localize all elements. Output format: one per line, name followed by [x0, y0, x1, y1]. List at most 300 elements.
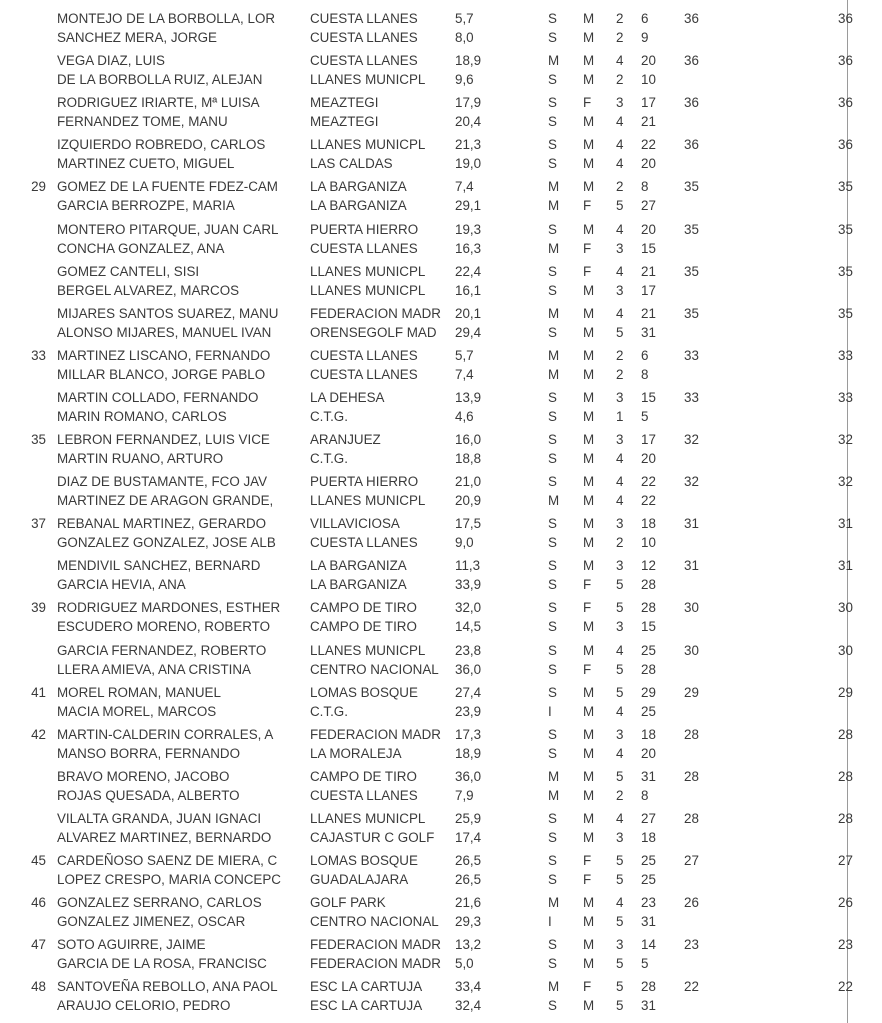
player-club: CUESTA LLANES — [310, 53, 418, 69]
player-playing-handicap: 20 — [641, 745, 656, 761]
player-sex: F — [583, 600, 592, 616]
team-score: 27 — [684, 853, 699, 868]
player-handicap: 5,7 — [455, 347, 474, 363]
player-sex: M — [583, 684, 595, 700]
player-sex: M — [583, 914, 595, 930]
team-total: 35 — [838, 179, 853, 195]
player-name: GARCIA BERROZPE, MARIA — [57, 198, 235, 214]
player-line — [0, 977, 882, 996]
player-type: S — [548, 156, 557, 172]
team-row — [0, 935, 882, 977]
player-name: MOREL ROMAN, MANUEL — [57, 684, 221, 700]
team-total: 31 — [838, 558, 853, 574]
team-row — [0, 220, 882, 262]
player-handicap: 29,4 — [455, 324, 482, 340]
player-name: CARDEÑOSO SAENZ DE MIERA, C — [57, 853, 278, 868]
team-score: 31 — [684, 516, 699, 532]
player-playing-handicap: 6 — [641, 347, 649, 363]
player-type: M — [548, 979, 560, 995]
player-name: CONCHA GONZALEZ, ANA — [57, 240, 225, 256]
team-row — [0, 346, 882, 388]
player-handicap: 18,9 — [455, 745, 482, 761]
player-handicap: 14,5 — [455, 619, 482, 635]
player-playing-handicap: 28 — [641, 661, 656, 677]
player-sex: M — [583, 156, 595, 172]
player-playing-handicap: 10 — [641, 535, 656, 551]
player-category: 2 — [616, 72, 624, 88]
player-handicap: 7,4 — [455, 179, 474, 195]
player-type: S — [548, 726, 557, 742]
player-type: M — [548, 493, 560, 509]
player-line — [0, 641, 882, 660]
player-playing-handicap: 18 — [641, 726, 656, 742]
team-position: 39 — [31, 600, 46, 616]
player-club: CUESTA LLANES — [310, 30, 418, 45]
player-type: S — [548, 810, 557, 826]
team-total: 28 — [838, 726, 853, 742]
player-category: 1 — [616, 408, 624, 424]
player-line — [0, 491, 882, 510]
player-club: CAJASTUR C GOLF — [310, 829, 435, 845]
player-sex: M — [583, 324, 595, 340]
player-handicap: 5,7 — [455, 11, 474, 26]
team-position: 35 — [31, 432, 46, 447]
player-club: ESC LA CARTUJA — [310, 998, 423, 1014]
player-line — [0, 346, 882, 365]
player-type: S — [548, 937, 557, 953]
player-handicap: 29,1 — [455, 198, 482, 214]
team-position: 45 — [31, 853, 46, 868]
player-line — [0, 598, 882, 617]
player-category: 3 — [616, 829, 624, 845]
player-sex: M — [583, 451, 595, 466]
team-total: 35 — [838, 221, 853, 237]
player-type: M — [548, 768, 560, 784]
player-name: GOMEZ DE LA FUENTE FDEZ-CAM — [57, 179, 278, 195]
player-handicap: 25,9 — [455, 810, 482, 826]
player-handicap: 26,5 — [455, 872, 482, 887]
player-handicap: 20,9 — [455, 493, 482, 509]
player-name: GOMEZ CANTELI, SISI — [57, 263, 200, 279]
player-category: 4 — [616, 114, 624, 130]
player-line — [0, 660, 882, 679]
player-type: S — [548, 516, 557, 532]
player-name: IZQUIERDO ROBREDO, CARLOS — [57, 137, 266, 153]
player-type: S — [548, 745, 557, 761]
player-playing-handicap: 6 — [641, 11, 649, 26]
player-handicap: 7,4 — [455, 366, 474, 382]
player-playing-handicap: 8 — [641, 787, 649, 803]
player-name: DIAZ DE BUSTAMANTE, FCO JAV — [57, 474, 268, 490]
player-playing-handicap: 31 — [641, 324, 656, 340]
player-type: S — [548, 451, 557, 466]
player-sex: F — [583, 263, 592, 279]
player-playing-handicap: 31 — [641, 768, 656, 784]
player-playing-handicap: 10 — [641, 72, 656, 88]
player-sex: F — [583, 853, 592, 868]
player-name: GONZALEZ GONZALEZ, JOSE ALB — [57, 535, 276, 551]
player-handicap: 7,9 — [455, 787, 474, 803]
player-playing-handicap: 27 — [641, 810, 656, 826]
player-playing-handicap: 17 — [641, 432, 656, 447]
player-line — [0, 935, 882, 954]
player-name: GONZALEZ JIMENEZ, OSCAR — [57, 914, 246, 930]
player-sex: M — [583, 535, 595, 551]
player-line — [0, 177, 882, 196]
player-name: FERNANDEZ TOME, MANU — [57, 114, 228, 130]
player-playing-handicap: 23 — [641, 895, 656, 911]
player-line — [0, 556, 882, 575]
team-row — [0, 430, 882, 472]
player-handicap: 16,1 — [455, 282, 482, 298]
player-playing-handicap: 18 — [641, 516, 656, 532]
team-position: 41 — [31, 684, 46, 700]
player-line — [0, 220, 882, 239]
player-sex: M — [583, 221, 595, 237]
player-name: MARTIN-CALDERIN CORRALES, A — [57, 726, 274, 742]
player-category: 3 — [616, 937, 624, 953]
player-category: 3 — [616, 95, 624, 111]
player-sex: M — [583, 408, 595, 424]
player-handicap: 32,0 — [455, 600, 482, 616]
team-total: 26 — [838, 895, 853, 911]
team-row — [0, 472, 882, 514]
player-club: CAMPO DE TIRO — [310, 768, 417, 784]
player-handicap: 18,8 — [455, 451, 482, 466]
player-handicap: 17,5 — [455, 516, 482, 532]
team-total: 35 — [838, 305, 853, 321]
player-club: PUERTA HIERRO — [310, 474, 419, 490]
player-line — [0, 430, 882, 449]
player-category: 4 — [616, 474, 624, 490]
player-sex: M — [583, 895, 595, 911]
player-category: 4 — [616, 305, 624, 321]
player-handicap: 5,0 — [455, 956, 474, 972]
player-playing-handicap: 20 — [641, 156, 656, 172]
player-type: I — [548, 914, 552, 930]
player-line — [0, 954, 882, 973]
player-type: S — [548, 535, 557, 551]
player-line — [0, 744, 882, 763]
player-line — [0, 809, 882, 828]
player-name: MARTINEZ LISCANO, FERNANDO — [57, 347, 271, 363]
player-name: MONTEJO DE LA BORBOLLA, LOR — [57, 11, 276, 26]
player-handicap: 19,0 — [455, 156, 482, 172]
player-line — [0, 617, 882, 636]
player-club: ESC LA CARTUJA — [310, 979, 423, 995]
team-score: 35 — [684, 179, 699, 195]
player-sex: M — [583, 703, 595, 719]
player-line — [0, 281, 882, 300]
player-line — [0, 912, 882, 931]
player-club: MEAZTEGI — [310, 114, 379, 130]
player-handicap: 18,9 — [455, 53, 482, 69]
player-category: 3 — [616, 282, 624, 298]
player-type: S — [548, 600, 557, 616]
team-score: 33 — [684, 389, 699, 405]
player-handicap: 36,0 — [455, 661, 482, 677]
team-row — [0, 683, 882, 725]
team-total: 33 — [838, 347, 853, 363]
team-score: 26 — [684, 895, 699, 911]
player-name: GARCIA HEVIA, ANA — [57, 577, 186, 593]
player-category: 3 — [616, 558, 624, 574]
player-line — [0, 407, 882, 426]
player-club: FEDERACION MADR — [310, 937, 441, 953]
player-line — [0, 304, 882, 323]
player-sex: M — [583, 810, 595, 826]
team-row — [0, 556, 882, 598]
player-sex: F — [583, 198, 592, 214]
player-name: ALVAREZ MARTINEZ, BERNARDO — [57, 829, 272, 845]
player-club: CUESTA LLANES — [310, 787, 418, 803]
player-name: DE LA BORBOLLA RUIZ, ALEJAN — [57, 72, 263, 88]
player-club: LA BARGANIZA — [310, 577, 407, 593]
team-score: 36 — [684, 53, 699, 69]
team-score: 32 — [684, 474, 699, 490]
team-total: 22 — [838, 979, 853, 995]
player-playing-handicap: 20 — [641, 451, 656, 466]
player-handicap: 19,3 — [455, 221, 482, 237]
player-name: SANTOVEÑA REBOLLO, ANA PAOL — [57, 979, 278, 995]
player-club: LA MORALEJA — [310, 745, 402, 761]
player-handicap: 20,4 — [455, 114, 482, 130]
player-sex: M — [583, 726, 595, 742]
player-club: LAS CALDAS — [310, 156, 393, 172]
player-line — [0, 725, 882, 744]
player-handicap: 27,4 — [455, 684, 482, 700]
player-line — [0, 51, 882, 70]
player-type: M — [548, 305, 560, 321]
player-sex: M — [583, 53, 595, 69]
player-name: MANSO BORRA, FERNANDO — [57, 745, 241, 761]
player-sex: M — [583, 516, 595, 532]
player-category: 2 — [616, 535, 624, 551]
player-club: CAMPO DE TIRO — [310, 619, 417, 635]
team-total: 31 — [838, 516, 853, 532]
team-total: 30 — [838, 642, 853, 658]
player-playing-handicap: 5 — [641, 956, 649, 972]
player-category: 5 — [616, 853, 624, 868]
player-line — [0, 239, 882, 258]
player-line — [0, 28, 882, 47]
player-handicap: 16,0 — [455, 432, 482, 447]
player-name: MARTINEZ CUETO, MIGUEL — [57, 156, 235, 172]
team-score: 32 — [684, 432, 699, 447]
player-line — [0, 9, 882, 28]
player-sex: M — [583, 137, 595, 153]
player-sex: M — [583, 366, 595, 382]
player-type: S — [548, 619, 557, 635]
player-type: S — [548, 642, 557, 658]
player-name: MARTIN COLLADO, FERNANDO — [57, 389, 259, 405]
player-type: S — [548, 408, 557, 424]
player-club: CUESTA LLANES — [310, 366, 418, 382]
team-total: 23 — [838, 937, 853, 953]
player-type: S — [548, 872, 557, 887]
player-playing-handicap: 28 — [641, 600, 656, 616]
player-line — [0, 893, 882, 912]
player-handicap: 23,9 — [455, 703, 482, 719]
player-line — [0, 533, 882, 552]
player-playing-handicap: 25 — [641, 872, 656, 887]
team-row — [0, 51, 882, 93]
player-sex: M — [583, 787, 595, 803]
player-handicap: 13,2 — [455, 937, 482, 953]
team-score: 33 — [684, 347, 699, 363]
player-name: SOTO AGUIRRE, JAIME — [57, 937, 206, 953]
player-category: 3 — [616, 432, 624, 447]
team-row — [0, 93, 882, 135]
player-handicap: 11,3 — [455, 558, 481, 574]
player-playing-handicap: 25 — [641, 853, 656, 868]
player-playing-handicap: 22 — [641, 474, 656, 490]
player-category: 3 — [616, 389, 624, 405]
player-type: S — [548, 114, 557, 130]
player-type: S — [548, 282, 557, 298]
player-name: MONTERO PITARQUE, JUAN CARL — [57, 221, 279, 237]
player-type: M — [548, 198, 560, 214]
player-category: 5 — [616, 998, 624, 1014]
player-line — [0, 365, 882, 384]
player-category: 2 — [616, 787, 624, 803]
player-club: VILLAVICIOSA — [310, 516, 400, 532]
player-line — [0, 870, 882, 889]
player-handicap: 36,0 — [455, 768, 482, 784]
player-sex: F — [583, 577, 592, 593]
team-score: 28 — [684, 726, 699, 742]
player-line — [0, 575, 882, 594]
player-line — [0, 262, 882, 281]
team-score: 31 — [684, 558, 699, 574]
team-total: 32 — [838, 432, 853, 447]
team-position: 29 — [31, 179, 46, 195]
player-club: PUERTA HIERRO — [310, 221, 419, 237]
player-name: VEGA DIAZ, LUIS — [57, 53, 165, 69]
player-sex: M — [583, 998, 595, 1014]
player-category: 4 — [616, 810, 624, 826]
player-handicap: 23,8 — [455, 642, 482, 658]
player-type: S — [548, 389, 557, 405]
player-type: S — [548, 474, 557, 490]
player-sex: M — [583, 619, 595, 635]
player-handicap: 29,3 — [455, 914, 482, 930]
player-club: LLANES MUNICPL — [310, 72, 426, 88]
player-name: ALONSO MIJARES, MANUEL IVAN — [57, 324, 272, 340]
player-line — [0, 828, 882, 847]
player-name: SANCHEZ MERA, JORGE — [57, 30, 217, 45]
player-club: FEDERACION MADR — [310, 726, 441, 742]
player-sex: F — [583, 95, 592, 111]
team-total: 36 — [838, 11, 853, 26]
player-name: MACIA MOREL, MARCOS — [57, 703, 217, 719]
player-club: C.T.G. — [310, 703, 348, 719]
player-sex: M — [583, 432, 595, 447]
team-score: 22 — [684, 979, 699, 995]
player-club: LLANES MUNICPL — [310, 263, 426, 279]
player-sex: M — [583, 768, 595, 784]
player-name: LLERA AMIEVA, ANA CRISTINA — [57, 661, 251, 677]
team-score: 28 — [684, 768, 699, 784]
player-club: CENTRO NACIONAL — [310, 661, 439, 677]
team-total: 35 — [838, 263, 853, 279]
player-category: 4 — [616, 156, 624, 172]
player-type: S — [548, 661, 557, 677]
player-name: BRAVO MORENO, JACOBO — [57, 768, 230, 784]
player-playing-handicap: 15 — [641, 240, 656, 256]
team-row — [0, 598, 882, 640]
player-sex: M — [583, 493, 595, 509]
player-handicap: 9,0 — [455, 535, 474, 551]
player-playing-handicap: 27 — [641, 198, 656, 214]
player-category: 2 — [616, 347, 624, 363]
player-category: 5 — [616, 914, 624, 930]
team-row — [0, 9, 882, 51]
player-type: M — [548, 53, 560, 69]
team-total: 28 — [838, 810, 853, 826]
team-score: 23 — [684, 937, 699, 953]
player-handicap: 17,9 — [455, 95, 482, 111]
player-playing-handicap: 9 — [641, 30, 649, 45]
player-club: CENTRO NACIONAL — [310, 914, 439, 930]
team-position: 46 — [31, 895, 46, 911]
team-row — [0, 893, 882, 935]
player-name: BERGEL ALVAREZ, MARCOS — [57, 282, 240, 298]
player-club: GUADALAJARA — [310, 872, 409, 887]
team-total: 30 — [838, 600, 853, 616]
player-club: LLANES MUNICPL — [310, 137, 426, 153]
player-sex: M — [583, 745, 595, 761]
player-club: LA BARGANIZA — [310, 179, 407, 195]
player-category: 2 — [616, 179, 624, 195]
player-type: S — [548, 684, 557, 700]
player-category: 4 — [616, 895, 624, 911]
player-club: LA BARGANIZA — [310, 198, 407, 214]
player-name: RODRIGUEZ MARDONES, ESTHER — [57, 600, 281, 616]
player-sex: M — [583, 956, 595, 972]
player-type: M — [548, 366, 560, 382]
player-category: 5 — [616, 979, 624, 995]
team-position: 37 — [31, 516, 46, 532]
player-name: LEBRON FERNANDEZ, LUIS VICE — [57, 432, 270, 447]
team-row — [0, 177, 882, 219]
team-row — [0, 304, 882, 346]
player-category: 5 — [616, 872, 624, 887]
player-club: LOMAS BOSQUE — [310, 684, 418, 700]
player-name: GARCIA FERNANDEZ, ROBERTO — [57, 642, 267, 658]
player-line — [0, 786, 882, 805]
team-row — [0, 767, 882, 809]
player-handicap: 4,6 — [455, 408, 474, 424]
player-playing-handicap: 29 — [641, 684, 656, 700]
team-row — [0, 725, 882, 767]
player-handicap: 8,0 — [455, 30, 474, 45]
player-sex: M — [583, 389, 595, 405]
team-position: 33 — [31, 347, 46, 363]
player-name: VILALTA GRANDA, JUAN IGNACI — [57, 810, 262, 826]
player-handicap: 16,3 — [455, 240, 482, 256]
player-sex: F — [583, 240, 592, 256]
player-club: LLANES MUNICPL — [310, 642, 426, 658]
player-sex: M — [583, 347, 595, 363]
player-club: LA BARGANIZA — [310, 558, 407, 574]
player-type: S — [548, 853, 557, 868]
player-line — [0, 70, 882, 89]
player-type: S — [548, 432, 557, 447]
player-category: 4 — [616, 642, 624, 658]
team-row — [0, 809, 882, 851]
player-playing-handicap: 21 — [641, 263, 656, 279]
